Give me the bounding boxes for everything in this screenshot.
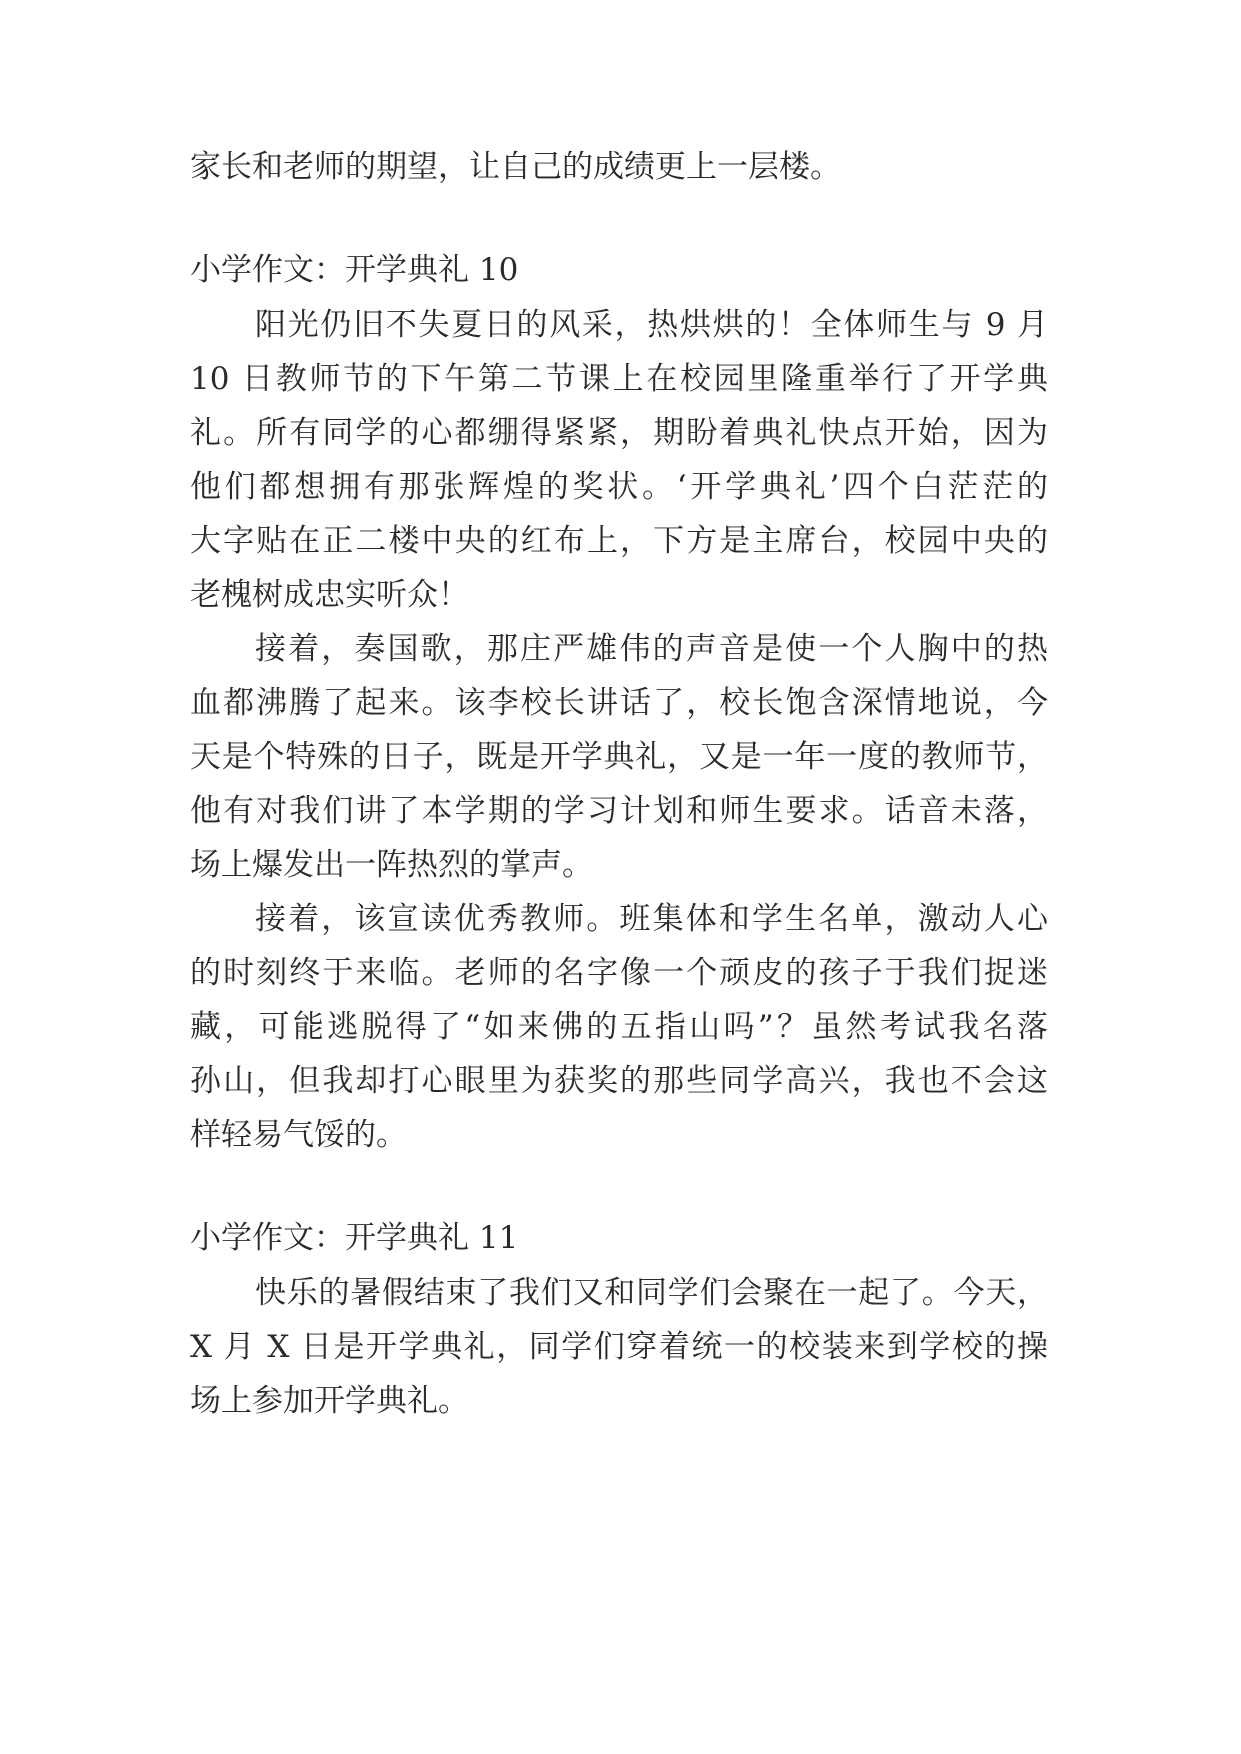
text-line-content: 家长和老师的期望，让自己的成绩更上一层楼。 [190, 149, 841, 185]
text-line-content: 他们都想拥有那张辉煌的奖状。‘开学典礼’四个白茫茫的 [190, 469, 1048, 505]
text-line [0, 1108, 1241, 1162]
text-line [0, 838, 1241, 892]
section-heading [0, 1211, 1241, 1265]
text-line [0, 352, 1241, 406]
text-line-content: 快乐的暑假结束了我们又和同学们会聚在一起了。今天， [255, 1275, 1048, 1311]
text-line [0, 298, 1241, 352]
text-line [0, 1320, 1241, 1374]
text-line-content: 10 日教师节的下午第二节课上在校园里隆重举行了开学典 [190, 361, 1048, 397]
text-line [0, 784, 1241, 838]
text-line-content: 大字贴在正二楼中央的红布上，下方是主席台，校园中央的 [190, 523, 1048, 559]
text-line-content: 场上爆发出一阵热烈的掌声。 [190, 847, 593, 883]
text-line [0, 1054, 1241, 1108]
text-line [0, 1000, 1241, 1054]
text-line-content: 天是个特殊的日子，既是开学典礼，又是一年一度的教师节， [190, 739, 1048, 775]
text-line [0, 140, 1241, 194]
text-line [0, 892, 1241, 946]
text-line-content: 孙山，但我却打心眼里为获奖的那些同学高兴，我也不会这 [190, 1063, 1048, 1099]
text-line-content: X 月 X 日是开学典礼，同学们穿着统一的校装来到学校的操 [190, 1329, 1048, 1365]
text-line [0, 730, 1241, 784]
text-line [0, 460, 1241, 514]
text-line [0, 1266, 1241, 1320]
text-line-content: 场上参加开学典礼。 [190, 1383, 469, 1419]
section-heading-text: 小学作文：开学典礼 11 [190, 1220, 519, 1256]
text-line-content: 藏，可能逃脱得了“如来佛的五指山吗”？虽然考试我名落 [190, 1009, 1048, 1045]
section-heading-text: 小学作文：开学典礼 10 [190, 252, 519, 288]
text-line-content: 样轻易气馁的。 [190, 1117, 407, 1153]
text-line [0, 946, 1241, 1000]
text-line-content: 接着，该宣读优秀教师。班集体和学生名单，激动人心 [255, 901, 1048, 937]
text-line [0, 622, 1241, 676]
text-line-content: 阳光仍旧不失夏日的风采，热烘烘的！全体师生与 9 月 [255, 307, 1048, 343]
text-line [0, 568, 1241, 622]
section-heading [0, 243, 1241, 297]
text-line-content: 他有对我们讲了本学期的学习计划和师生要求。话音未落， [190, 793, 1048, 829]
text-line-content: 老槐树成忠实听众！ [190, 577, 469, 613]
text-line [0, 514, 1241, 568]
text-line [0, 676, 1241, 730]
text-line-content: 礼。所有同学的心都绷得紧紧，期盼着典礼快点开始，因为 [190, 415, 1048, 451]
text-line [0, 406, 1241, 460]
text-line [0, 1374, 1241, 1428]
text-line-content: 接着，奏国歌，那庄严雄伟的声音是使一个人胸中的热 [255, 631, 1048, 667]
text-line-content: 的时刻终于来临。老师的名字像一个顽皮的孩子于我们捉迷 [190, 955, 1048, 991]
text-line-content: 血都沸腾了起来。该李校长讲话了，校长饱含深情地说，今 [190, 685, 1048, 721]
